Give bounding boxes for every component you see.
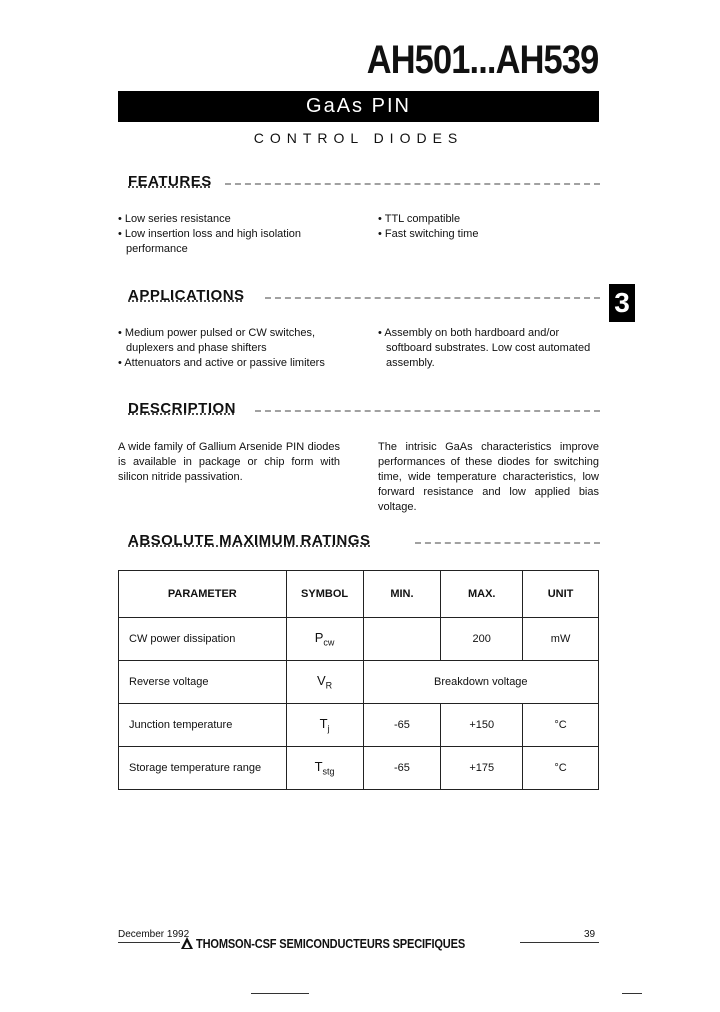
parameter-cell: Reverse voltage (119, 661, 287, 704)
max-cell: +150 (441, 704, 523, 747)
list-item: • Assembly on both hardboard and/or softboard substrates. Low cost automated assembly. (378, 326, 599, 371)
list-item: • TTL compatible (378, 212, 599, 227)
applications-list-left (118, 326, 343, 371)
description-rule (255, 410, 600, 412)
min-cell: -65 (363, 704, 441, 747)
ratings-rule (415, 542, 600, 544)
min-cell (363, 618, 441, 661)
max-cell: +175 (441, 747, 523, 790)
spanned-value-cell: Breakdown voltage (363, 661, 598, 704)
table-row (119, 747, 599, 790)
features-heading: FEATURES (128, 173, 212, 190)
features-list-right (378, 212, 599, 242)
max-cell: 200 (441, 618, 523, 661)
list-item: • Low insertion loss and high isolation performance (118, 227, 343, 257)
parameter-cell: CW power dissipation (119, 618, 287, 661)
parameter-cell: Storage temperature range (119, 747, 287, 790)
list-item: • Attenuators and active or passive limiters (118, 356, 343, 371)
section-tab-number: 3 (609, 284, 635, 322)
product-banner: GaAs PIN (118, 91, 599, 122)
footer-rule-left (118, 942, 180, 943)
unit-cell: °C (523, 747, 599, 790)
table-row (119, 704, 599, 747)
applications-list-right (378, 326, 599, 371)
applications-rule (265, 297, 600, 299)
footer-company-name: THOMSON-CSF SEMICONDUCTEURS SPECIFIQUES (196, 936, 466, 951)
symbol-cell: $T_j$ (286, 704, 363, 747)
parameter-cell: Junction temperature (119, 704, 287, 747)
column-header-min: MIN. (363, 571, 441, 618)
footer-page-number: 39 (584, 929, 596, 940)
document-title: AH501...AH539 (366, 38, 598, 82)
applications-heading: APPLICATIONS (128, 287, 245, 304)
features-rule (225, 183, 600, 185)
symbol-cell: $T_{stg}$ (286, 747, 363, 790)
column-header-max: MAX. (441, 571, 523, 618)
product-subtitle: CONTROL DIODES (253, 130, 464, 146)
unit-cell: mW (523, 618, 599, 661)
ratings-heading: ABSOLUTE MAXIMUM RATINGS (128, 532, 371, 549)
symbol-cell: $V_R$ (286, 661, 363, 704)
column-header-unit: UNIT (523, 571, 599, 618)
list-item: • Fast switching time (378, 227, 599, 242)
footer-date: December 1992 (118, 929, 190, 940)
column-header-parameter: PARAMETER (119, 571, 287, 618)
footer-rule-right (520, 942, 599, 943)
table-row (119, 661, 599, 704)
table-row (119, 618, 599, 661)
description-right-paragraph: The intrisic GaAs characteristics improve performances of these diodes for switching time, wide temperature characteristics, low forward resistance and low applied bias voltage. (378, 441, 599, 513)
scan-mark (622, 993, 642, 994)
symbol-cell: $P_{cw}$ (286, 618, 363, 661)
min-cell: -65 (363, 747, 441, 790)
absolute-maximum-ratings-table (118, 570, 599, 790)
list-item: • Low series resistance (118, 212, 343, 227)
description-heading: DESCRIPTION (128, 400, 237, 417)
column-header-symbol: SYMBOL (286, 571, 363, 618)
table-header-row (119, 571, 599, 618)
list-item: • Medium power pulsed or CW switches, duplexers and phase shifters (118, 326, 343, 356)
scan-mark (251, 993, 309, 994)
features-list-left (118, 212, 343, 257)
thomson-logo-icon (180, 936, 194, 955)
description-left-paragraph: A wide family of Gallium Arsenide PIN diodes is available in package or chip form with silicon nitride passivation. (118, 441, 340, 483)
unit-cell: °C (523, 704, 599, 747)
